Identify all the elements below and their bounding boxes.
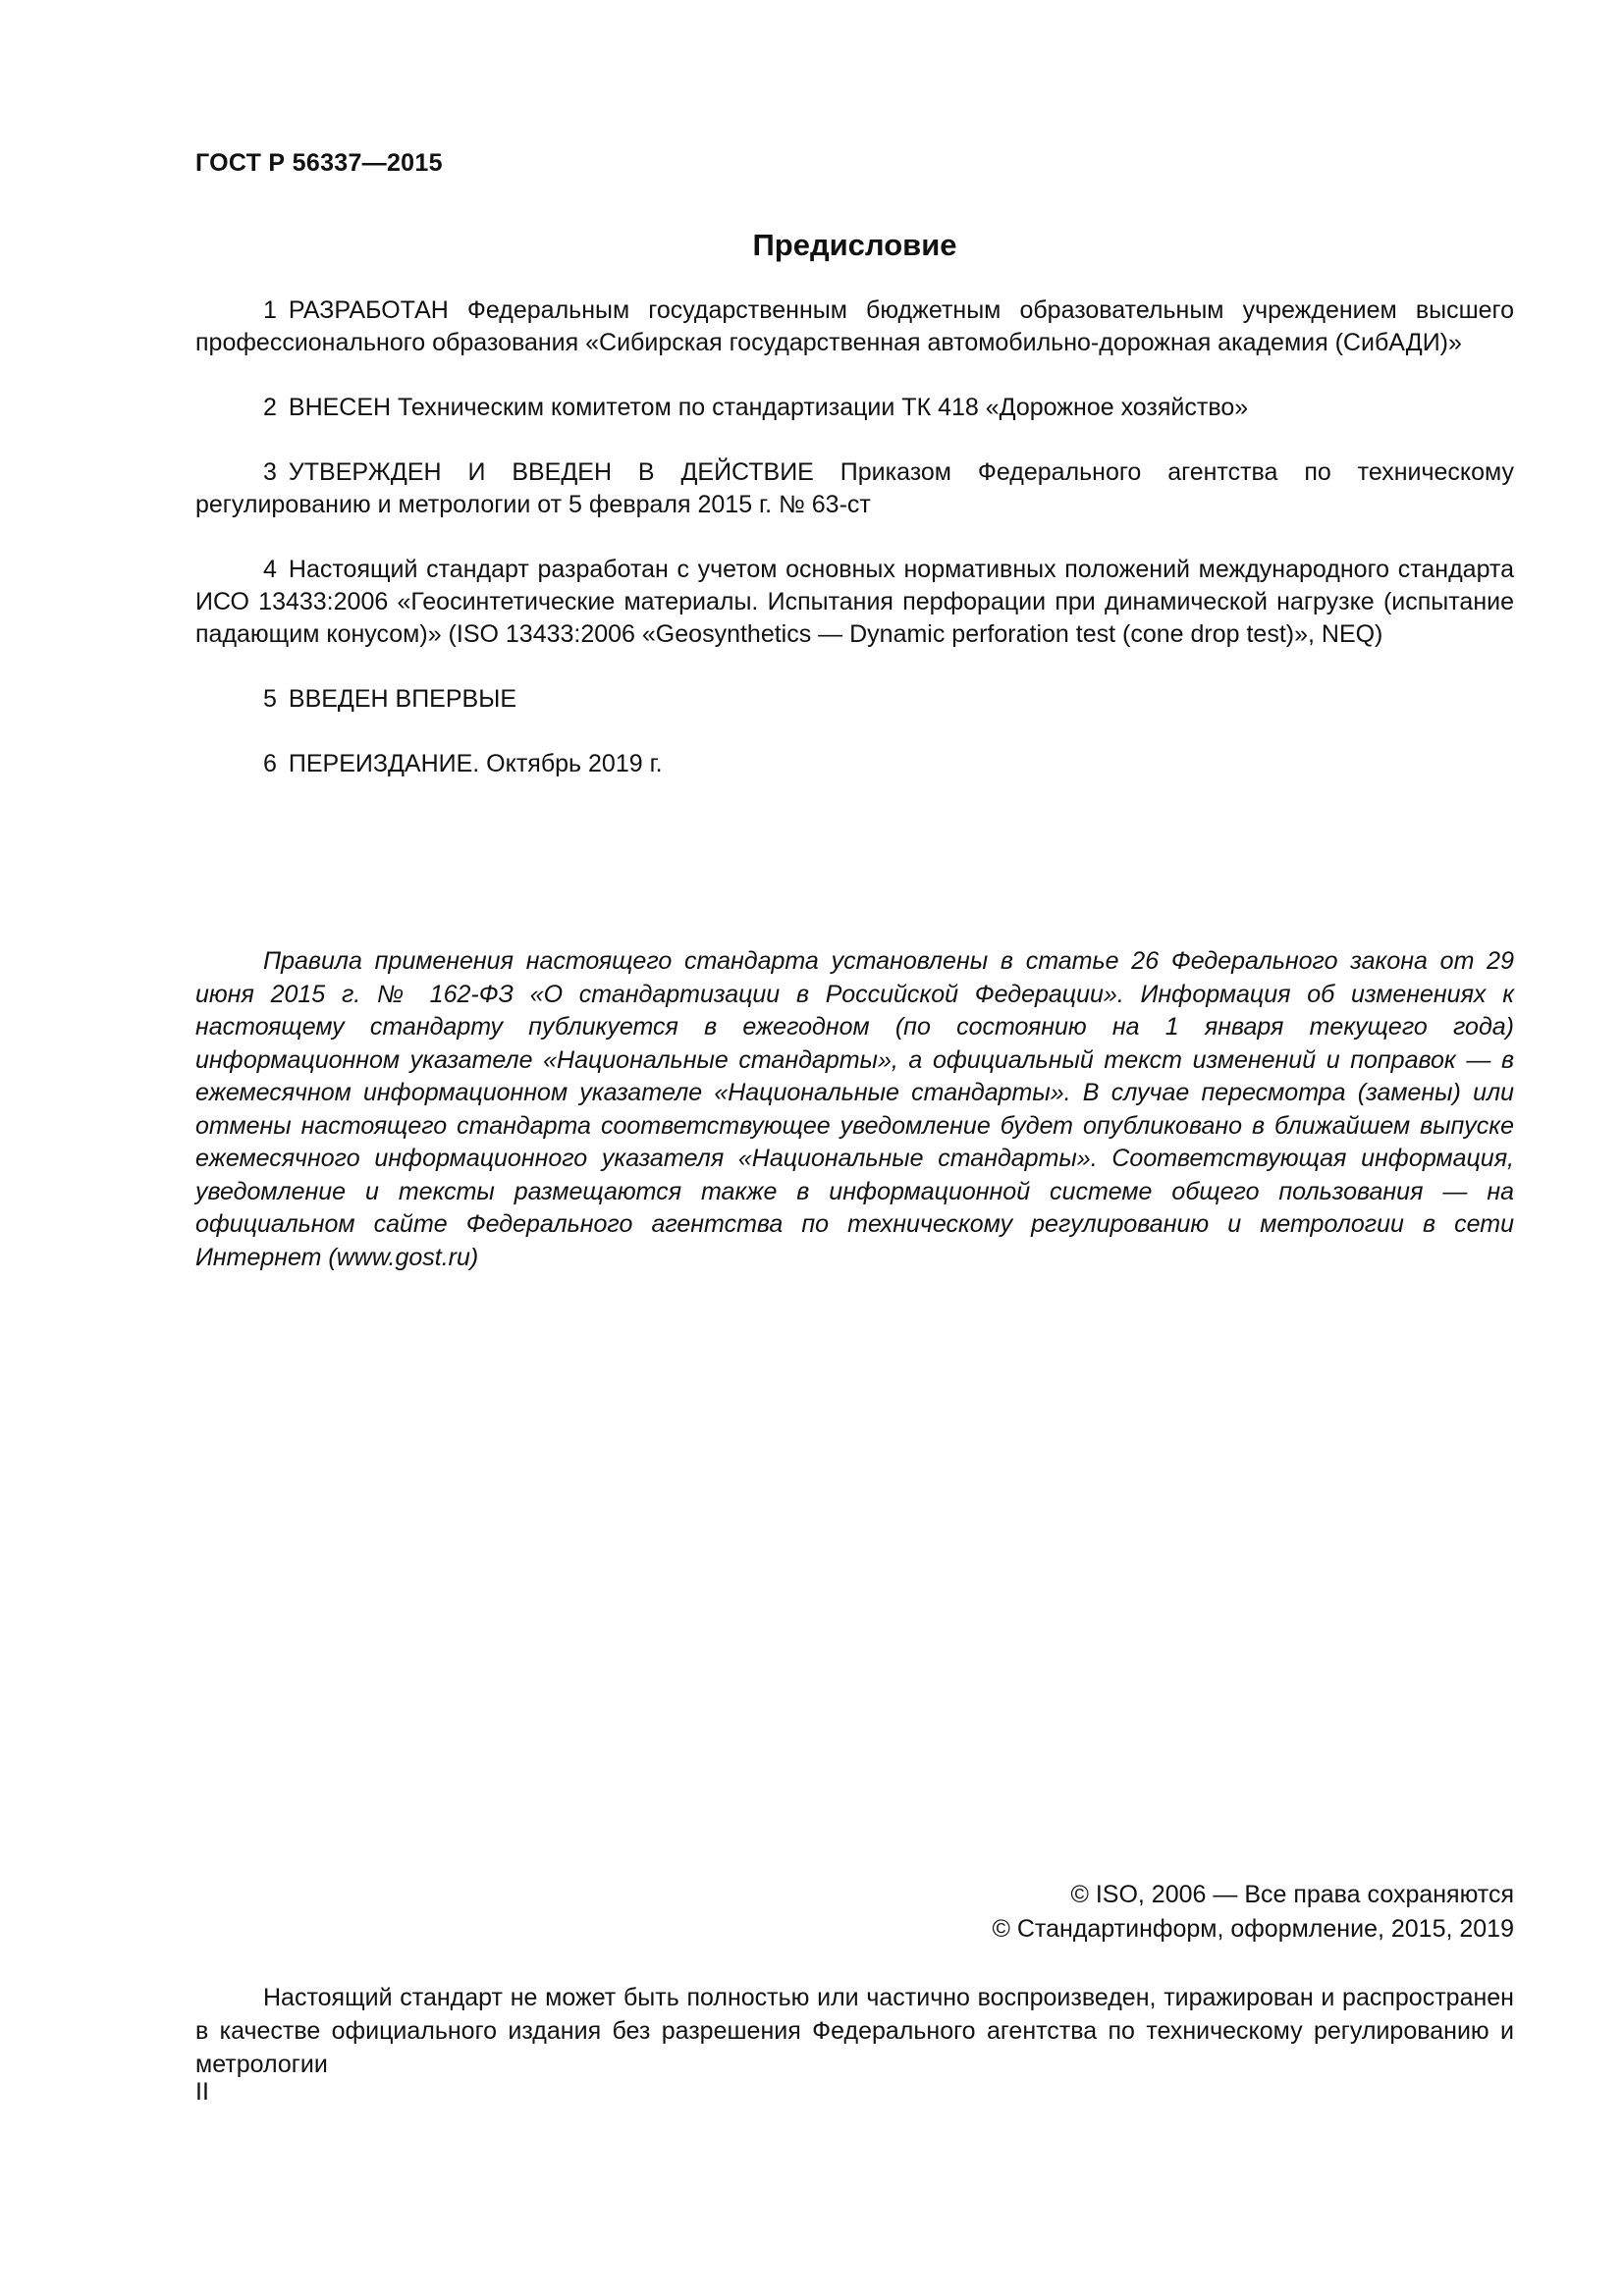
item-number: 6 [263, 750, 277, 777]
item-text: ВНЕСЕН Техническим комитетом по стандартизации ТК 418 «Дорожное хозяйство» [288, 394, 1249, 421]
foreword-item-1 [195, 294, 1514, 359]
item-number: 3 [263, 458, 277, 486]
foreword-items [195, 294, 1514, 813]
item-text: РАЗРАБОТАН Федеральным государственным бюджетным образовательным учреждением высшего профессионального образования «Сибирская государственная автомобильно-дорожная академия (СибАДИ)» [195, 296, 1514, 356]
application-notice: Правила применения настоящего стандарта установлены в статье 26 Федерального закона от 29 июня 2015 г. № 162-ФЗ «О стандартизации в Российской Федерации». Информация об изменениях к настоящему стандарту публикуется в ежегодном (по состоянию на 1 января текущего года) информационном указателе «Национальные стандарты», а официальный текст изменений и поправок — в ежемесячном информационном указателе «Национальные стандарты». В случае пересмотра (замены) или отмены настоящего стандарта соответствующее уведомление будет опубликовано в ближайшем выпуске ежемесячного информационного указателя «Национальные стандарты». Соответствующая информация, уведомление и тексты размещаются также в информационной системе общего пользования — на официальном сайте Федерального агентства по техническому регулированию и метрологии в сети Интернет (www.gost.ru) [195, 947, 1514, 1271]
item-number: 2 [263, 394, 277, 421]
foreword-item-5 [195, 683, 1514, 716]
item-number: 4 [263, 556, 277, 583]
document-code: ГОСТ Р 56337—2015 [195, 149, 443, 177]
item-text: УТВЕРЖДЕН И ВВЕДЕН В ДЕЙСТВИЕ Приказом Федерального агентства по техническому регулированию и метрологии от 5 февраля 2015 г. № 63-ст [195, 458, 1514, 518]
item-text: ПЕРЕИЗДАНИЕ. Октябрь 2019 г. [288, 750, 663, 777]
foreword-item-4 [195, 554, 1514, 651]
copyright-iso: © ISO, 2006 — Все права сохраняются [1070, 1881, 1514, 1908]
section-title: Предисловие [752, 228, 957, 262]
item-number: 5 [263, 685, 277, 713]
rights-statement: Настоящий стандарт не может быть полностью или частично воспроизведен, тиражирован и распространен в качестве официального издания без разрешения Федерального агентства по техническому регулированию и метрологии [195, 1984, 1514, 2078]
copyright-standartinform: © Стандартинформ, оформление, 2015, 2019 [992, 1915, 1514, 1943]
item-text: ВВЕДЕН ВПЕРВЫЕ [288, 685, 517, 713]
foreword-item-2 [195, 392, 1514, 424]
item-text: Настоящий стандарт разработан с учетом основных нормативных положений международного стандарта ИСО 13433:2006 «Геосинтетические материалы. Испытания перфорации при динамической нагрузке (испытание падающим конусом)» (ISO 13433:2006 «Geosynthetics — Dynamic perforation test (cone drop test)», NEQ) [195, 556, 1514, 648]
copyright-block [993, 1878, 1514, 1947]
foreword-item-3 [195, 456, 1514, 521]
foreword-item-6 [195, 748, 1514, 780]
page-number: II [195, 2078, 209, 2106]
item-number: 1 [263, 296, 277, 324]
